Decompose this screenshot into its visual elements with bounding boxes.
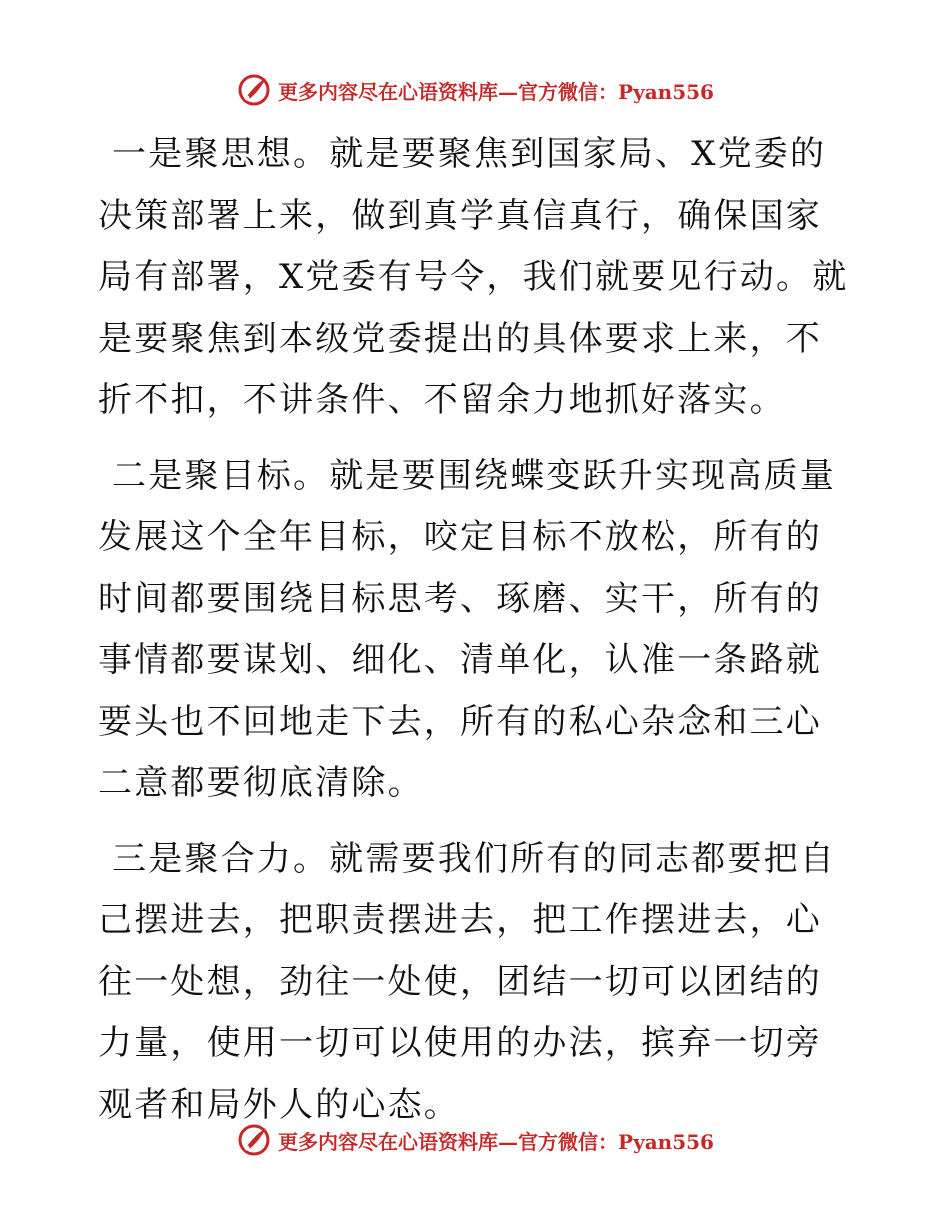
paragraph-2: 二是聚目标。就是要围绕蝶变跃升实现高质量发展这个全年目标，咬定目标不放松，所有的时间都要围绕目标思考、琢磨、实干，所有的事情都要谋划、细化、清单化，认准一条路就要头也不回地走下去，所有的私心杂念和三心二意都要彻底清除。 xyxy=(98,455,836,803)
paragraph-1: 一是聚思想。就是要聚焦到国家局、X党委的决策部署上来，做到真学真信真行，确保国家局有部署，X党委有号令，我们就要见行动。就是要聚焦到本级党委提出的具体要求上来，不折不扣，不讲条件、不留余力地抓好落实。 xyxy=(98,134,849,420)
footer-watermark xyxy=(0,1120,950,1160)
document-body xyxy=(98,124,858,1150)
header-watermark xyxy=(0,70,950,110)
paragraph-3: 三是聚合力。就需要我们所有的同志都要把自己摆进去，把职责摆进去，把工作摆进去，心往一处想，劲往一处使，团结一切可以团结的力量，使用一切可以使用的办法，摈弃一切旁观者和局外人的心态。 xyxy=(98,838,836,1125)
quill-logo-icon xyxy=(236,72,272,108)
header-banner-text: 更多内容尽在心语资料库—官方微信：Pyan556 xyxy=(278,79,714,104)
quill-logo-icon xyxy=(236,1122,272,1158)
footer-banner-text: 更多内容尽在心语资料库—官方微信：Pyan556 xyxy=(278,1129,714,1154)
